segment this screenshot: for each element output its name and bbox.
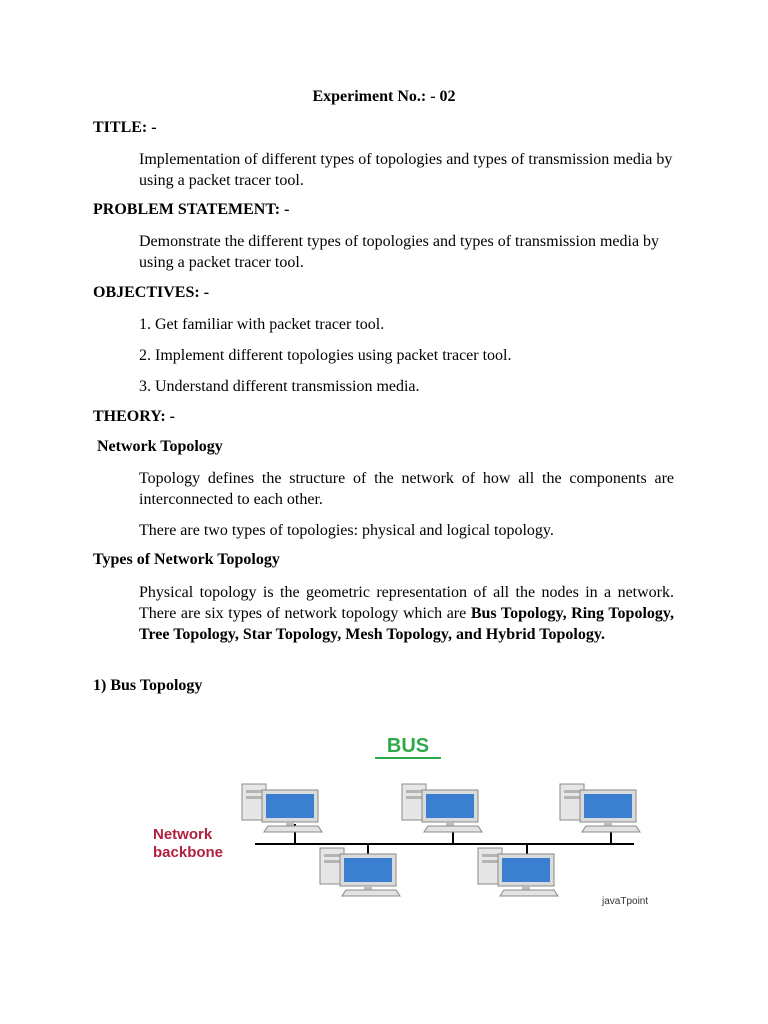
backbone-label-line1: Network bbox=[153, 826, 213, 843]
types-paragraph bbox=[139, 582, 674, 645]
watermark-logo: javaTpoint bbox=[602, 896, 649, 907]
computer-node bbox=[320, 848, 400, 896]
computer-node bbox=[478, 848, 558, 896]
objective-item-3: 3. Understand different transmission media. bbox=[139, 378, 420, 395]
title-text: Implementation of different types of topologies and types of transmission media by using a packet tracer tool. bbox=[139, 151, 673, 189]
experiment-heading: Experiment No.: - 02 bbox=[312, 88, 456, 105]
computer-node bbox=[560, 784, 640, 832]
computer-node bbox=[402, 784, 482, 832]
network-topology-heading: Network Topology bbox=[97, 438, 223, 455]
bus-topology-heading: 1) Bus Topology bbox=[93, 677, 203, 694]
objectives-label: OBJECTIVES: - bbox=[93, 284, 210, 301]
problem-statement-text: Demonstrate the different types of topologies and types of transmission media by using a packet tracer tool. bbox=[139, 233, 660, 271]
theory-paragraph-2: There are two types of topologies: physical and logical topology. bbox=[139, 522, 554, 539]
bus-topology-diagram bbox=[0, 720, 768, 920]
types-heading: Types of Network Topology bbox=[93, 551, 280, 568]
computer-node bbox=[242, 784, 322, 832]
objective-item-2: 2. Implement different topologies using packet tracer tool. bbox=[139, 347, 512, 364]
theory-label: THEORY: - bbox=[93, 408, 175, 425]
diagram-title: BUS bbox=[386, 735, 430, 757]
types-paragraph-bold: Bus Topology, Ring Topology, Tree Topology, Star Topology, Mesh Topology, and Hybrid Topology. bbox=[139, 605, 675, 643]
theory-paragraph-1: Topology defines the structure of the network of how all the components are interconnected to each other. bbox=[139, 470, 674, 508]
problem-statement-label: PROBLEM STATEMENT: - bbox=[93, 201, 290, 218]
backbone-label-line2: backbone bbox=[153, 844, 224, 861]
objective-item-1: 1. Get familiar with packet tracer tool. bbox=[139, 316, 385, 333]
title-label: TITLE: - bbox=[93, 119, 157, 136]
types-paragraph-intro: Physical topology is the geometric representation of all the nodes in a network. There are six types of network topology which are bbox=[139, 584, 674, 622]
